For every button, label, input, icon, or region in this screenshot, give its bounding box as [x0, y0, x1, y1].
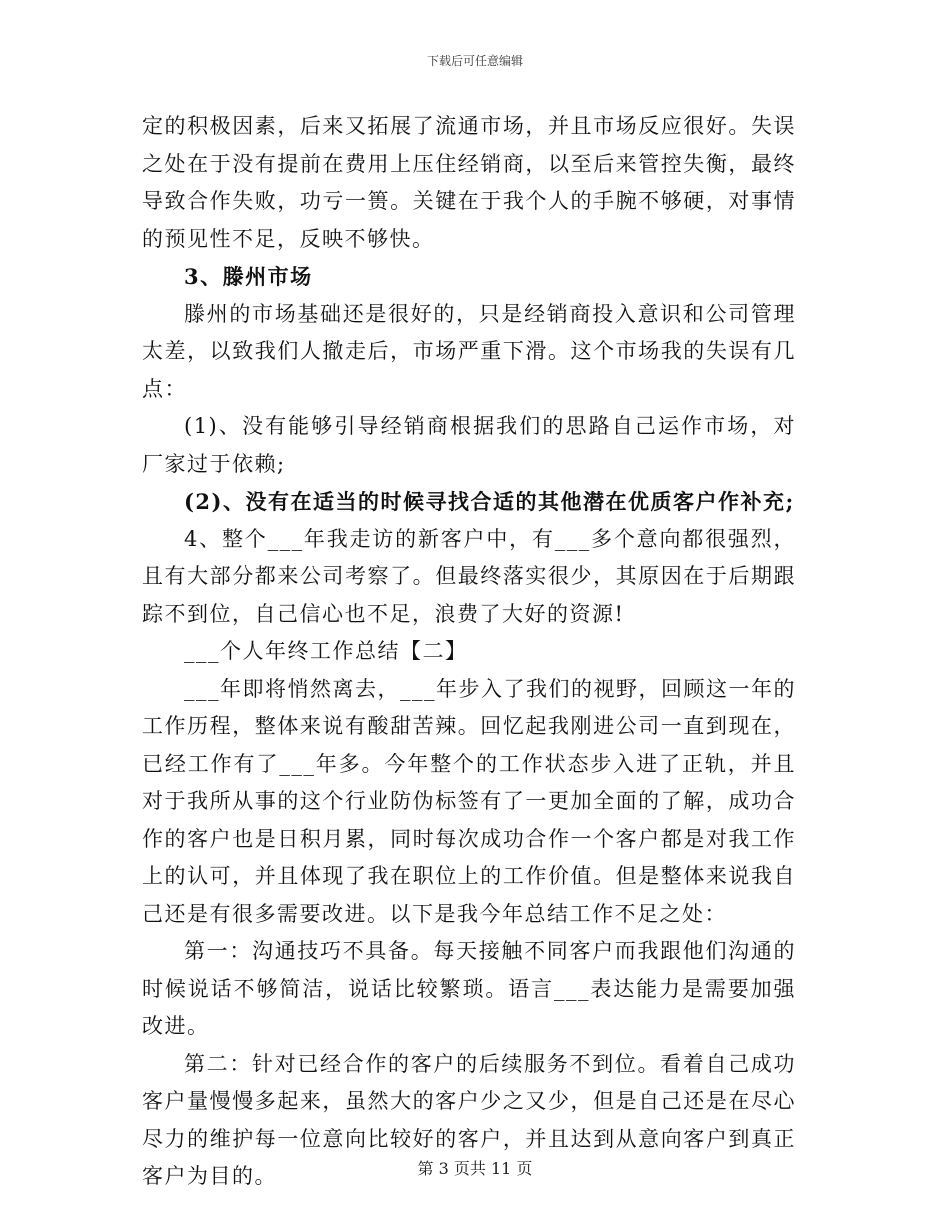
- page-header: 下载后可任意编辑: [426, 54, 523, 68]
- section-title-summary-2: ___个人年终工作总结【二】: [184, 639, 468, 663]
- paragraph-tengzhou-intro: 滕州的市场基础还是很好的，只是经销商投入意识和公司管理太差，以致我们人撤走后，市场严重下滑。这个市场我的失误有几点：: [142, 301, 796, 401]
- page-footer: 第 3 页共 11 页: [417, 1159, 533, 1178]
- document-body: [142, 108, 796, 1196]
- paragraph-item-4: 4、整个___年我走访的新客户中，有___多个意向都很强烈，且有大部分都来公司考察了。但最终落实很少，其原因在于后期跟踪不到位，自己信心也不足，浪费了大好的资源!: [142, 526, 796, 626]
- paragraph-continuation: 定的积极因素，后来又拓展了流通市场，并且市场反应很好。失误之处在于没有提前在费用上压住经销商，以至后来管控失衡，最终导致合作失败，功亏一篑。关键在于我个人的手腕不够硬，对事情的预见性不足，反映不够快。: [142, 114, 796, 251]
- paragraph-first-point: 第一：沟通技巧不具备。每天接触不同客户而我跟他们沟通的时候说话不够简洁，说话比较繁琐。语言___表达能力是需要加强改进。: [142, 939, 796, 1038]
- paragraph-second-point: 第二：针对已经合作的客户的后续服务不到位。看着自己成功客户量慢慢多起来，虽然大的客户少之又少，但是自己还是在尽心尽力的维护每一位意向比较好的客户，并且达到从意向客户到真正客户为目的。: [142, 1051, 796, 1188]
- paragraph-point-2: (2)、没有在适当的时候寻找合适的其他潜在优质客户作补充;: [184, 489, 795, 514]
- paragraph-point-1: (1)、没有能够引导经销商根据我们的思路自己运作市场，对厂家过于依赖;: [142, 414, 796, 476]
- paragraph-year-review: ___年即将悄然离去，___年步入了我们的视野，回顾这一年的工作历程，整体来说有酸甜苦辣。回忆起我刚进公司一直到现在，已经工作有了___年多。今年整个的工作状态步入进了正轨，并且对于我所从事的这个行业防伪标签有了一更加全面的了解，成功合作的客户也是日积月累，同时每次成功合作一个客户都是对我工作上的认可，并且体现了我在职位上的工作价值。但是整体来说我自己还是有很多需要改进。以下是我今年总结工作不足之处：: [142, 676, 796, 926]
- section-heading-tengzhou: 3、滕州市场: [184, 264, 313, 289]
